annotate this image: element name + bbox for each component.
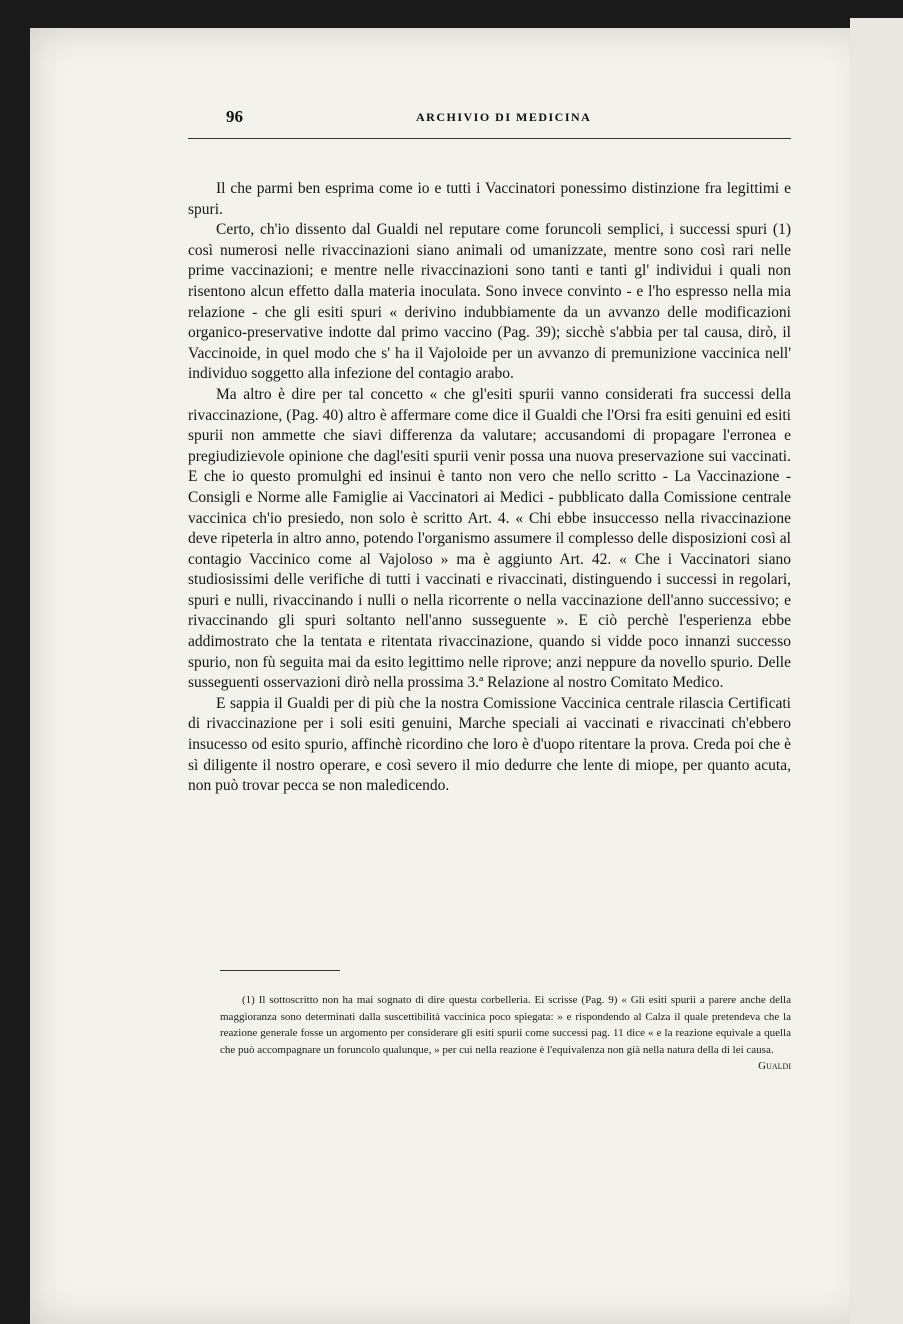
footnote-signature: Gualdi [758,1060,791,1072]
paragraph-1: Il che parmi ben esprima come io e tutti i Vaccinatori ponessimo distinzione fra legittimi e spuri. [188,180,791,218]
page-number: 96 [226,107,243,126]
footnote-body: (1) Il sottoscritto non ha mai sognato di dire questa corbelleria. Ei scrisse (Pag. 9) « Gli esiti spurii a parere anche della maggioranza sono determinati dalla suscettibilità vaccinica poco spiegata: » e rispondendo al Calza il quale pretendeva che la reazione generale fosse un argomento per considerare gli esiti spurii come successi pag. 11 dice « e la reazione equivale a quella che può accompagnare un foruncolo qualunque, » per cui nella reazione è l'equivalenza non già nella natura della di lei causa. [220,994,791,1056]
header-rule [188,138,791,139]
paragraph-2: Certo, ch'io dissento dal Gualdi nel reputare come foruncoli semplici, i successi spuri (1) così numerosi nelle rivaccinazioni siano animali od umanizzate, mentre sono così rari nelle prime vaccinazioni; e mentre nelle rivaccinazioni sono tanti e tanti gl' individui i quali non risentono alcun effetto dalla materia inoculata. Sono invece convinto - e l'ho espresso nella mia relazione - che gli esiti spuri « derivino indubbiamente da un avvanzo delle modificazioni organico-preservative indotte dal primo vaccino (Pag. 39); sicchè s'abbia per tal causa, dirò, il Vaccinoide, in quel modo che s' ha il Vajoloide per un avvanzo di premunizione vaccinica nell' individuo soggetto alla infezione del contagio arabo. [188,221,791,383]
footnote-text [220,992,791,1072]
body-text [188,179,791,797]
page-header [226,107,791,131]
next-page-edge [850,18,903,1324]
footnote [220,992,791,1075]
footnote-rule [220,970,340,971]
running-title: ARCHIVIO DI MEDICINA [416,110,592,124]
paragraph-3: Ma altro è dire per tal concetto « che gl'esiti spurii vanno considerati fra successi della rivaccinazione, (Pag. 40) altro è affermare come dice il Gualdi che l'Orsi fra esiti genuini ed esiti spurii non ammette che siavi differenza da valutare; accusandomi di propagare l'erronea e pregiudizievole opinione che dagl'esiti spurii venir possa una nuova preservazione sui vaccinati. E che io questo promulghi ed insinui è tanto non vero che nello scritto - La Vaccinazione - Consigli e Norme alle Famiglie ai Vaccinatori ai Medici - pubblicato dalla Comissione centrale vaccinica ch'io presiedo, non solo è scritto Art. 4. « Chi ebbe insuccesso nella rivaccinazione deve ripeterla in altro anno, potendo l'organismo assumere il complesso delle disposizioni così al contagio Vaccinico come al Vajoloso » ma è aggiunto Art. 42. « Che i Vaccinatori siano studiosissimi delle verifiche di tutti i vaccinati e rivaccinati, distinguendo i successi in regolari, spuri e nulli, rivaccinando i nulli o nella ricorrente o nella vaccinazione dell'anno successivo; e rivaccinando gli spuri soltanto nell'anno susseguente ». E ciò perchè l'esperienza ebbe addimostrato che la tentata e ritentata rivaccinazione, quando si vidde poco innanzi successo spurio, non fù seguita mai da esito legittimo nelle riprove; anzi neppure da novello spurio. Delle susseguenti osservazioni dirò nella prossima 3.ª Relazione al nostro Comitato Medico. [188,385,791,692]
paragraph-4: E sappia il Gualdi per di più che la nostra Comissione Vaccinica centrale rilascia Certificati di rivaccinazione per i soli esiti genuini, Marche speciali ai vaccinati e rivaccinati ch'ebbero insucesso od esito spurio, affinchè ricordino che loro è d'uopo ritentare la prova. Creda poi che è sì diligente il nostro operare, e così severo il mio dedurre che lente di miope, per quanto acuta, non può trovar pecca se non maledicendo. [188,694,791,795]
